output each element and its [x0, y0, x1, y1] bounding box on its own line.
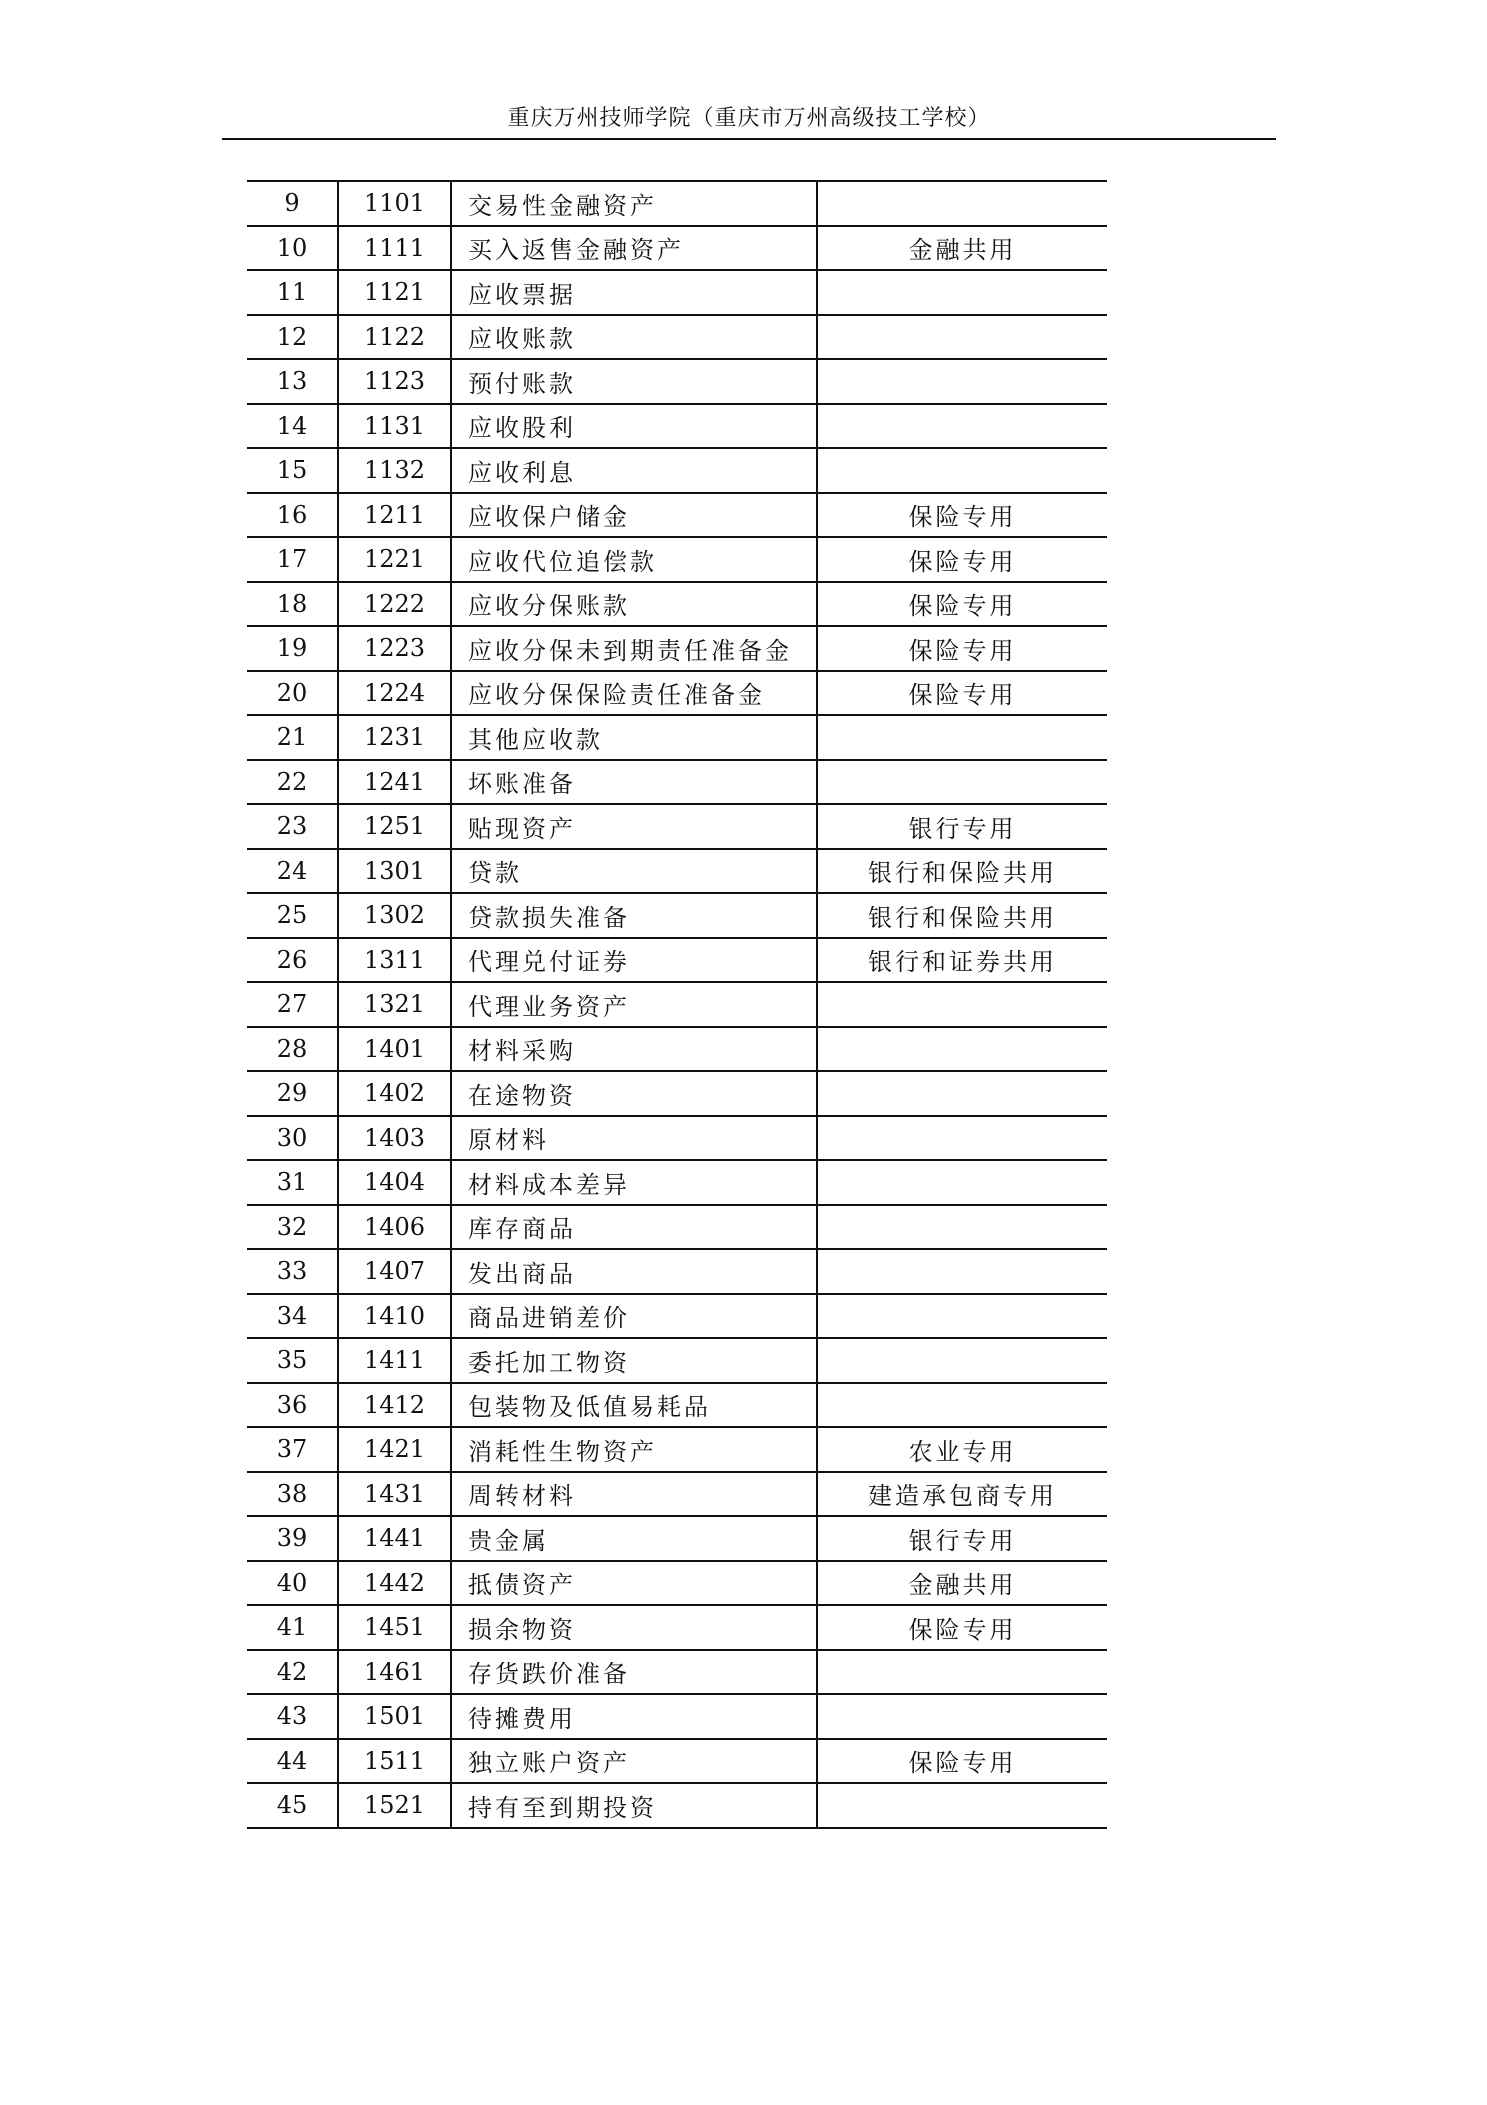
account-name-cell: 持有至到期投资	[452, 1784, 818, 1827]
account-name-cell: 贷款	[452, 850, 818, 893]
account-name-cell: 应收代位追偿款	[452, 538, 818, 581]
account-name-cell: 应收账款	[452, 316, 818, 359]
row-number-cell: 38	[247, 1473, 339, 1516]
account-note-cell	[818, 1072, 1107, 1115]
account-code-cell: 1521	[339, 1784, 452, 1827]
account-name-cell: 交易性金融资产	[452, 182, 818, 225]
table-row	[247, 182, 1107, 227]
row-number-cell: 14	[247, 405, 339, 448]
account-code-cell: 1412	[339, 1384, 452, 1427]
table-row	[247, 805, 1107, 850]
account-name-cell: 应收股利	[452, 405, 818, 448]
account-code-cell: 1411	[339, 1339, 452, 1382]
account-code-cell: 1410	[339, 1295, 452, 1338]
account-code-cell: 1301	[339, 850, 452, 893]
row-number-cell: 39	[247, 1517, 339, 1560]
account-note-cell	[818, 1028, 1107, 1071]
table-row	[247, 1517, 1107, 1562]
row-number-cell: 43	[247, 1695, 339, 1738]
row-number-cell: 25	[247, 894, 339, 937]
table-row	[247, 583, 1107, 628]
account-code-cell: 1403	[339, 1117, 452, 1160]
account-note-cell: 银行专用	[908, 814, 1017, 843]
account-name-cell: 代理业务资产	[452, 983, 818, 1026]
account-code-cell: 1442	[339, 1562, 452, 1605]
account-code-cell: 1224	[339, 672, 452, 715]
table-row	[247, 894, 1107, 939]
table-row	[247, 1206, 1107, 1251]
account-name-cell: 商品进销差价	[452, 1295, 818, 1338]
row-number-cell: 36	[247, 1384, 339, 1427]
account-name-cell: 坏账准备	[452, 761, 818, 804]
account-note-cell: 保险专用	[908, 547, 1017, 576]
account-name-cell: 独立账户资产	[452, 1740, 818, 1783]
account-code-cell: 1404	[339, 1161, 452, 1204]
account-note-cell: 建造承包商专用	[868, 1482, 1057, 1511]
account-name-cell: 贷款损失准备	[452, 894, 818, 937]
account-code-cell: 1421	[339, 1428, 452, 1471]
table-row	[247, 1606, 1107, 1651]
account-note-cell: 金融共用	[908, 236, 1017, 265]
account-note-cell: 保险专用	[908, 681, 1017, 710]
account-note-cell: 银行和证券共用	[868, 948, 1057, 977]
account-name-cell: 贵金属	[452, 1517, 818, 1560]
table-row	[247, 1651, 1107, 1696]
account-note-cell	[818, 1384, 1107, 1427]
header-rule	[222, 138, 1276, 140]
account-note-cell	[818, 1651, 1107, 1694]
account-name-cell: 委托加工物资	[452, 1339, 818, 1382]
account-name-cell: 原材料	[452, 1117, 818, 1160]
account-name-cell: 损余物资	[452, 1606, 818, 1649]
table-row	[247, 360, 1107, 405]
row-number-cell: 24	[247, 850, 339, 893]
account-code-cell: 1311	[339, 939, 452, 982]
account-note-cell	[818, 449, 1107, 492]
account-name-cell: 存货跌价准备	[452, 1651, 818, 1694]
row-number-cell: 31	[247, 1161, 339, 1204]
account-note-cell: 银行和保险共用	[868, 859, 1057, 888]
account-code-cell: 1221	[339, 538, 452, 581]
account-name-cell: 消耗性生物资产	[452, 1428, 818, 1471]
account-note-cell	[818, 1250, 1107, 1293]
account-code-cell: 1131	[339, 405, 452, 448]
row-number-cell: 11	[247, 271, 339, 314]
row-number-cell: 29	[247, 1072, 339, 1115]
account-code-cell: 1407	[339, 1250, 452, 1293]
account-code-cell: 1241	[339, 761, 452, 804]
account-note-cell: 保险专用	[908, 1615, 1017, 1644]
accounts-table	[247, 180, 1107, 1829]
account-code-cell: 1461	[339, 1651, 452, 1694]
account-code-cell: 1441	[339, 1517, 452, 1560]
row-number-cell: 10	[247, 227, 339, 270]
account-code-cell: 1122	[339, 316, 452, 359]
row-number-cell: 9	[247, 182, 339, 225]
table-row	[247, 227, 1107, 272]
table-row	[247, 850, 1107, 895]
row-number-cell: 33	[247, 1250, 339, 1293]
row-number-cell: 20	[247, 672, 339, 715]
row-number-cell: 12	[247, 316, 339, 359]
row-number-cell: 19	[247, 627, 339, 670]
row-number-cell: 35	[247, 1339, 339, 1382]
account-note-cell	[818, 1784, 1107, 1827]
account-name-cell: 贴现资产	[452, 805, 818, 848]
account-code-cell: 1223	[339, 627, 452, 670]
account-name-cell: 应收分保账款	[452, 583, 818, 626]
account-name-cell: 预付账款	[452, 360, 818, 403]
account-code-cell: 1302	[339, 894, 452, 937]
account-note-cell: 银行专用	[908, 1526, 1017, 1555]
account-name-cell: 应收分保保险责任准备金	[452, 672, 818, 715]
row-number-cell: 13	[247, 360, 339, 403]
account-name-cell: 应收利息	[452, 449, 818, 492]
account-note-cell	[818, 405, 1107, 448]
account-note-cell	[818, 1206, 1107, 1249]
table-row	[247, 1428, 1107, 1473]
account-note-cell: 金融共用	[908, 1571, 1017, 1600]
account-name-cell: 材料成本差异	[452, 1161, 818, 1204]
table-row	[247, 1295, 1107, 1340]
account-name-cell: 待摊费用	[452, 1695, 818, 1738]
row-number-cell: 44	[247, 1740, 339, 1783]
row-number-cell: 18	[247, 583, 339, 626]
account-name-cell: 库存商品	[452, 1206, 818, 1249]
account-note-cell	[818, 360, 1107, 403]
row-number-cell: 23	[247, 805, 339, 848]
table-row	[247, 316, 1107, 361]
account-code-cell: 1111	[339, 227, 452, 270]
account-name-cell: 其他应收款	[452, 716, 818, 759]
account-note-cell	[818, 1295, 1107, 1338]
account-note-cell	[818, 1695, 1107, 1738]
account-name-cell: 应收保户储金	[452, 494, 818, 537]
account-note-cell	[818, 1339, 1107, 1382]
account-code-cell: 1251	[339, 805, 452, 848]
account-code-cell: 1402	[339, 1072, 452, 1115]
account-name-cell: 代理兑付证券	[452, 939, 818, 982]
table-row	[247, 538, 1107, 583]
account-note-cell	[818, 316, 1107, 359]
account-code-cell: 1123	[339, 360, 452, 403]
table-row	[247, 1784, 1107, 1829]
row-number-cell: 37	[247, 1428, 339, 1471]
row-number-cell: 22	[247, 761, 339, 804]
table-row	[247, 1072, 1107, 1117]
account-note-cell	[818, 1161, 1107, 1204]
row-number-cell: 26	[247, 939, 339, 982]
table-row	[247, 1250, 1107, 1295]
row-number-cell: 45	[247, 1784, 339, 1827]
table-row	[247, 761, 1107, 806]
row-number-cell: 41	[247, 1606, 339, 1649]
account-note-cell	[818, 1117, 1107, 1160]
account-name-cell: 发出商品	[452, 1250, 818, 1293]
row-number-cell: 21	[247, 716, 339, 759]
account-note-cell	[818, 761, 1107, 804]
account-code-cell: 1321	[339, 983, 452, 1026]
account-code-cell: 1222	[339, 583, 452, 626]
account-code-cell: 1501	[339, 1695, 452, 1738]
account-note-cell	[818, 271, 1107, 314]
table-row	[247, 449, 1107, 494]
account-code-cell: 1451	[339, 1606, 452, 1649]
table-row	[247, 1695, 1107, 1740]
account-note-cell	[818, 983, 1107, 1026]
account-code-cell: 1406	[339, 1206, 452, 1249]
page-header-title: 重庆万州技师学院（重庆市万州高级技工学校）	[507, 106, 991, 131]
account-note-cell: 保险专用	[908, 636, 1017, 665]
account-note-cell: 农业专用	[908, 1437, 1017, 1466]
table-row	[247, 1473, 1107, 1518]
table-row	[247, 1384, 1107, 1429]
row-number-cell: 40	[247, 1562, 339, 1605]
account-name-cell: 在途物资	[452, 1072, 818, 1115]
table-row	[247, 716, 1107, 761]
account-note-cell: 保险专用	[908, 592, 1017, 621]
account-name-cell: 包装物及低值易耗品	[452, 1384, 818, 1427]
account-note-cell	[818, 182, 1107, 225]
account-name-cell: 应收分保未到期责任准备金	[452, 627, 818, 670]
table-row	[247, 494, 1107, 539]
table-row	[247, 939, 1107, 984]
account-name-cell: 抵债资产	[452, 1562, 818, 1605]
table-row	[247, 1740, 1107, 1785]
table-row	[247, 1161, 1107, 1206]
account-name-cell: 周转材料	[452, 1473, 818, 1516]
table-row	[247, 983, 1107, 1028]
table-row	[247, 1562, 1107, 1607]
account-code-cell: 1121	[339, 271, 452, 314]
row-number-cell: 15	[247, 449, 339, 492]
account-code-cell: 1231	[339, 716, 452, 759]
account-code-cell: 1101	[339, 182, 452, 225]
account-name-cell: 买入返售金融资产	[452, 227, 818, 270]
row-number-cell: 27	[247, 983, 339, 1026]
account-code-cell: 1511	[339, 1740, 452, 1783]
account-note-cell: 银行和保险共用	[868, 903, 1057, 932]
account-code-cell: 1431	[339, 1473, 452, 1516]
row-number-cell: 28	[247, 1028, 339, 1071]
table-row	[247, 1028, 1107, 1073]
table-row	[247, 405, 1107, 450]
row-number-cell: 32	[247, 1206, 339, 1249]
row-number-cell: 34	[247, 1295, 339, 1338]
row-number-cell: 16	[247, 494, 339, 537]
account-note-cell: 保险专用	[908, 1749, 1017, 1778]
table-row	[247, 1339, 1107, 1384]
account-code-cell: 1132	[339, 449, 452, 492]
account-note-cell: 保险专用	[908, 503, 1017, 532]
row-number-cell: 30	[247, 1117, 339, 1160]
account-note-cell	[818, 716, 1107, 759]
account-code-cell: 1401	[339, 1028, 452, 1071]
row-number-cell: 17	[247, 538, 339, 581]
row-number-cell: 42	[247, 1651, 339, 1694]
table-row	[247, 672, 1107, 717]
table-row	[247, 271, 1107, 316]
table-row	[247, 1117, 1107, 1162]
table-row	[247, 627, 1107, 672]
account-name-cell: 应收票据	[452, 271, 818, 314]
account-code-cell: 1211	[339, 494, 452, 537]
account-name-cell: 材料采购	[452, 1028, 818, 1071]
